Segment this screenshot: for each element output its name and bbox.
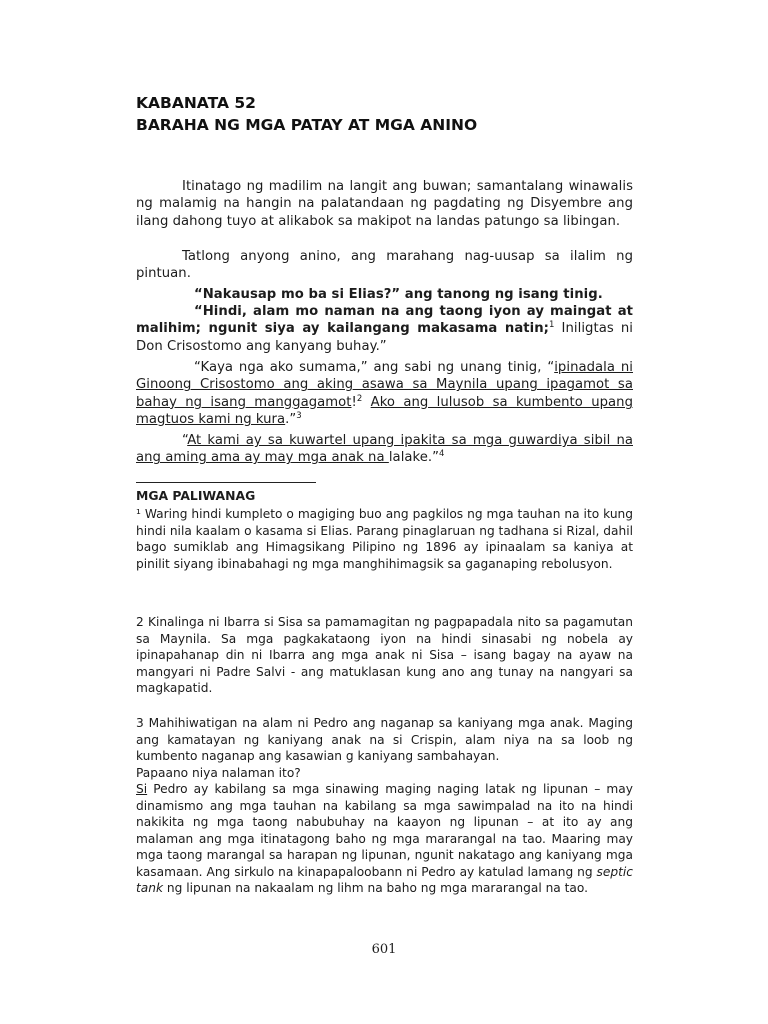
sons-underlined: At kami ay sa kuwartel upang ipakita sa mga guwardiya sibil na ang aming ama ay may mga anak na [136, 433, 633, 466]
footnote-2: 2 Kinalinga ni Ibarra si Sisa sa pamamagitan ng pagpapadala nito sa pagamutan sa Maynila. Sa mga pagkakataong iyon na hindi sinasabi ng nobela ay ipinapahanap din ni Ibarra ang mga anak ni Sisa – isang bagay na ayaw na mangyari ni Padre Salvi - ang matuklasan kung ano ang tunay na nangyari sa magkapatid. [136, 615, 633, 695]
dialogue-question: “Nakausap mo ba si Elias?” ang tanong ng isang tinig. [194, 287, 603, 302]
footnote-3-question: Papaano niya nalaman ito? [136, 765, 301, 780]
footnote-ref-3: 3 [296, 411, 302, 422]
chapter-number: KABANATA 52 [136, 94, 256, 112]
footnote-3 [136, 715, 633, 897]
dialogue-answer [136, 303, 633, 355]
first-voice-underlined-1: ipinadala ni Ginoong Crisostomo ang aking asawa sa Maynila upang ipagamot sa bahay ng isang manggagamot [136, 360, 633, 410]
footnote-3-si: Si [136, 782, 148, 796]
chapter-title: BARAHA NG MGA PATAY AT MGA ANINO [136, 116, 478, 134]
dialogue-answer-rest: Iniligtas ni Don Crisostomo ang kanyang buhay.” [136, 321, 633, 354]
footnote-3-body [136, 781, 633, 897]
dialogue-first-voice [136, 359, 633, 429]
first-voice-underlined-2: Ako ang lulusob sa kumbento upang magtuos kami ng kura [136, 394, 633, 428]
footnote-3-text: Pedro ay kabilang sa mga sinawing maging naging latak ng lipunan – may dinamismo ang mga tauhan na kabilang sa mga sawimpalad na ito na hindi nakikita ng mga taong nabubuhay na kaayon ng lipunan – at ito ay ang malaman ang mga itinatagong baho ng mga mararangal na tao. Maaring may mga taong marangal sa harapan ng lipunan, ngunit nakatago ang kaniyang mga kasamaan. Ang sirkulo na kinapapaloobann ni Pedro ay katulad lamang ng [136, 782, 633, 879]
sons-close: lalake.” [388, 450, 440, 466]
first-voice-exclaim: ! [351, 394, 357, 410]
footnote-1: ¹ Waring hindi kumpleto o magiging buo ang pagkilos ng mga tauhan na ito kung hindi nila kaalam o kasama si Elias. Parang pinaglaruan ng tadhana si Rizal, dahil bago sumiklab ang Himagsikang Pilipino ng 1896 ay ipinaalam sa kaniya at pinilit siyang ibinabahagi ng mga manghihimagsik sa gaganaping rebolusyon. [136, 507, 633, 571]
footnote-3-end: ng lipunan na nakaalam ng lihm na baho ng mga mararangal na tao. [163, 881, 589, 895]
footnote-3-italic: septic tank [136, 864, 633, 895]
first-voice-close: .” [285, 412, 297, 428]
notes-heading: MGA PALIWANAG [136, 488, 256, 503]
sons-quote-open: “ [182, 433, 188, 448]
footnote-ref-4: 4 [439, 449, 445, 460]
dialogue-answer-bold: “Hindi, alam mo naman na ang taong iyon ay maingat at malihim; ngunit siya ay kailangang makasama natin; [136, 304, 633, 337]
footnote-divider [136, 482, 316, 483]
paragraph-opening: Itinatago ng madilim na langit ang buwan; samantalang winawalis ng malamig na hangin na palatandaan ng pagdating ng Disyembre ang ilang dahong tuyo at alikabok sa makipot na landas patungo sa libingan. [136, 179, 633, 229]
first-voice-lead: “Kaya nga ako sumama,” ang sabi ng unang tinig, “ [194, 360, 555, 375]
footnote-ref-1: 1 [548, 320, 555, 331]
dialogue-sons [136, 432, 633, 467]
page-number: 601 [371, 942, 397, 957]
footnote-ref-2: 2 [356, 393, 363, 404]
first-voice-space [362, 395, 370, 410]
footnote-3-intro: 3 Mahihiwatigan na alam ni Pedro ang naganap sa kaniyang mga anak. Maging ang kamatayan ng kaniyang anak na si Crispin, alam niya na sa loob ng kumbento naganap ang kasawian g kaniyang sambahayan. [136, 716, 633, 763]
paragraph-shadows: Tatlong anyong anino, ang marahang nag-uusap sa ilalim ng pintuan. [136, 249, 633, 282]
